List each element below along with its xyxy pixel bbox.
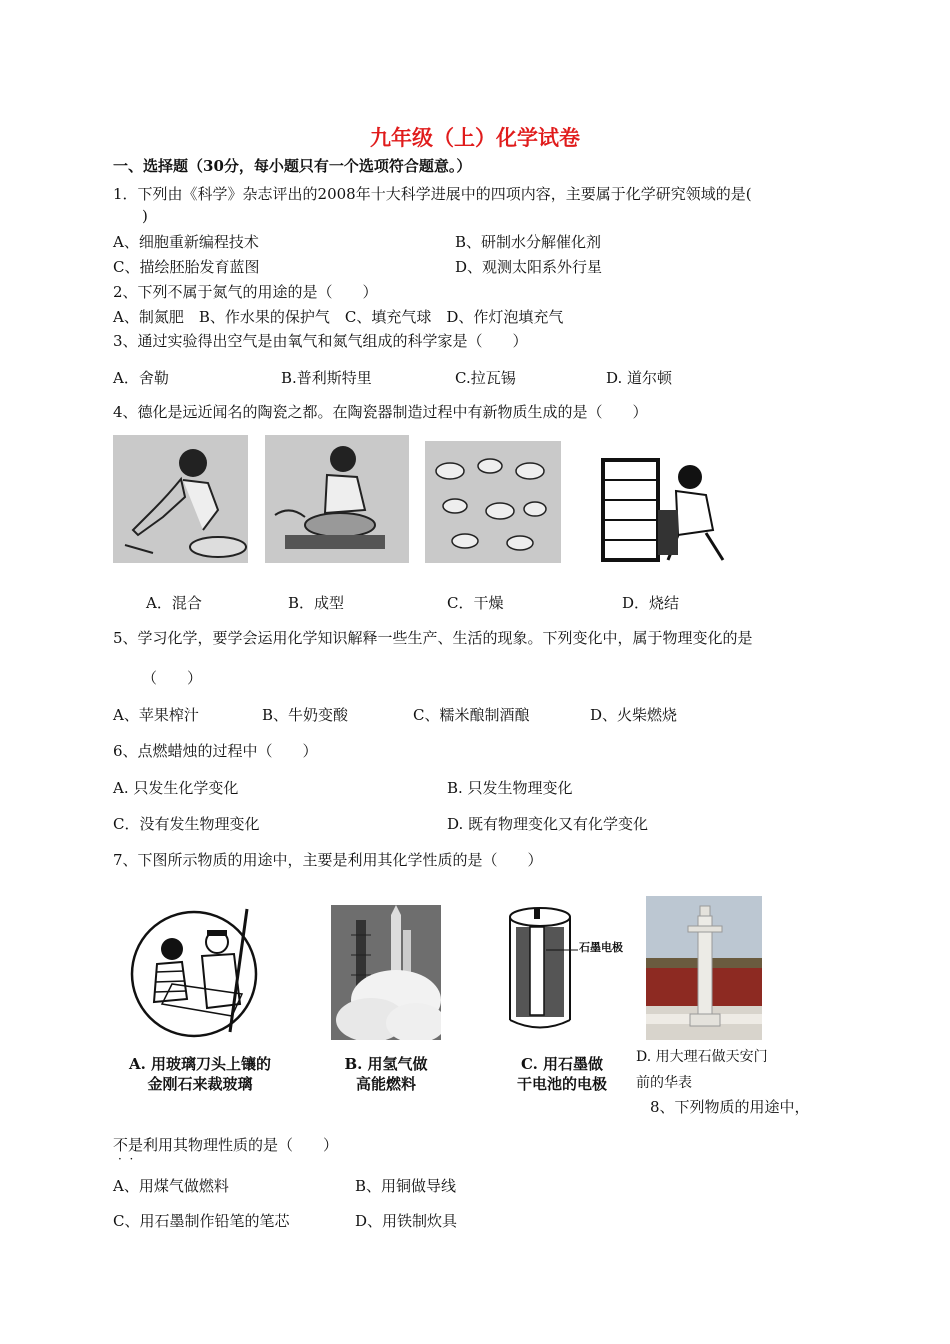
q7-caption-b-line2: 高能燃料 xyxy=(355,1075,416,1093)
pottery-drying-image xyxy=(425,441,561,563)
q5-stem: 5、学习化学，要学会运用化学知识解释一些生产、生活的现象。下列变化中，属于物理变化的是 xyxy=(113,629,753,647)
q6-option-c: C．没有发生物理变化 xyxy=(113,815,260,833)
q6-option-a: A. 只发生化学变化 xyxy=(113,779,239,797)
q7-stem: 7、下图所示物质的用途中，主要是利用其化学性质的是（ ） xyxy=(113,851,543,869)
q7-caption-a-line2: 金刚石来裁玻璃 xyxy=(147,1075,253,1093)
q4-option-b: B．成型 xyxy=(288,594,345,612)
q3-option-b: B.普利斯特里 xyxy=(281,369,372,387)
q5-paren: （ ） xyxy=(142,669,203,687)
q7-caption-a-line1: A. 用玻璃刀头上镶的 xyxy=(128,1055,272,1073)
q1-option-b: B、研制水分解催化剂 xyxy=(455,233,602,251)
q6-option-b: B. 只发生物理变化 xyxy=(447,779,573,797)
page-title: 九年级（上）化学试卷 xyxy=(370,125,580,150)
huabiao-image xyxy=(646,896,762,1040)
graphite-electrode-label: 石墨电极 xyxy=(579,941,623,954)
q8-stem-part1: 8、下列物质的用途中， xyxy=(650,1098,810,1116)
q4-stem: 4、德化是远近闻名的陶瓷之都。在陶瓷器制造过程中有新物质生成的是（ ） xyxy=(113,403,648,421)
q3-option-c: C.拉瓦锡 xyxy=(455,369,516,387)
q3-stem: 3、通过实验得出空气是由氧气和氮气组成的科学家是（ ） xyxy=(113,332,528,350)
q7-caption-b-line1: B. 用氢气做 xyxy=(344,1055,428,1073)
battery-image xyxy=(500,905,635,1035)
q7-caption-d-line1: D. 用大理石做天安门 xyxy=(636,1049,768,1065)
q1-option-a: A、细胞重新编程技术 xyxy=(113,233,259,251)
q4-option-a: A．混合 xyxy=(146,594,202,612)
q4-option-d: D．烧结 xyxy=(622,594,680,612)
q4-option-c: C．干燥 xyxy=(447,594,504,612)
q2-stem: 2、下列不属于氮气的用途的是（ ） xyxy=(113,283,378,301)
q3-option-d: D. 道尔顿 xyxy=(606,369,673,387)
q6-stem: 6、点燃蜡烛的过程中（ ） xyxy=(113,742,318,760)
q7-caption-d-line2: 前的华表 xyxy=(636,1075,692,1091)
q8-option-c: C、用石墨制作铅笔的笔芯 xyxy=(113,1212,290,1230)
q8-option-d: D、用铁制炊具 xyxy=(355,1212,458,1230)
shuttle-launch-image xyxy=(331,905,441,1040)
q7-caption-c-line1: C. 用石墨做 xyxy=(520,1055,604,1073)
q6-option-d: D. 既有物理变化又有化学变化 xyxy=(447,815,649,833)
q7-caption-c-line2: 干电池的电极 xyxy=(516,1075,607,1093)
q8-option-a: A、用煤气做燃料 xyxy=(113,1177,229,1195)
pottery-mixing-image xyxy=(113,435,248,563)
q8-stem-part2: 不是利用其物理性质的是（ ） xyxy=(113,1136,339,1154)
q2-options: A、制氮肥 B、作水果的保护气 C、填充气球 D、作灯泡填充气 xyxy=(113,308,564,326)
q8-option-b: B、用铜做导线 xyxy=(355,1177,457,1195)
glass-cutter-image xyxy=(122,904,267,1039)
pottery-firing-image xyxy=(598,455,738,565)
q1-option-c: C、描绘胚胎发育蓝图 xyxy=(113,258,260,276)
q5-option-d: D、火柴燃烧 xyxy=(590,706,678,724)
q5-option-c: C、糯米酿制酒酿 xyxy=(413,706,530,724)
pottery-shaping-image xyxy=(265,435,409,563)
emphasis-dots: · · xyxy=(118,1152,134,1166)
q1-option-d: D、观测太阳系外行星 xyxy=(455,258,603,276)
q3-option-a: A．舍勒 xyxy=(113,369,169,387)
q1-stem-paren: ) xyxy=(142,207,148,225)
q5-option-b: B、牛奶变酸 xyxy=(262,706,349,724)
section-heading: 一、选择题（30分，每小题只有一个选项符合题意。） xyxy=(113,157,472,175)
q1-stem: 1．下列由《科学》杂志评出的2008年十大科学进展中的四项内容，主要属于化学研究领域的是( xyxy=(113,185,752,203)
q5-option-a: A、苹果榨汁 xyxy=(113,706,199,724)
